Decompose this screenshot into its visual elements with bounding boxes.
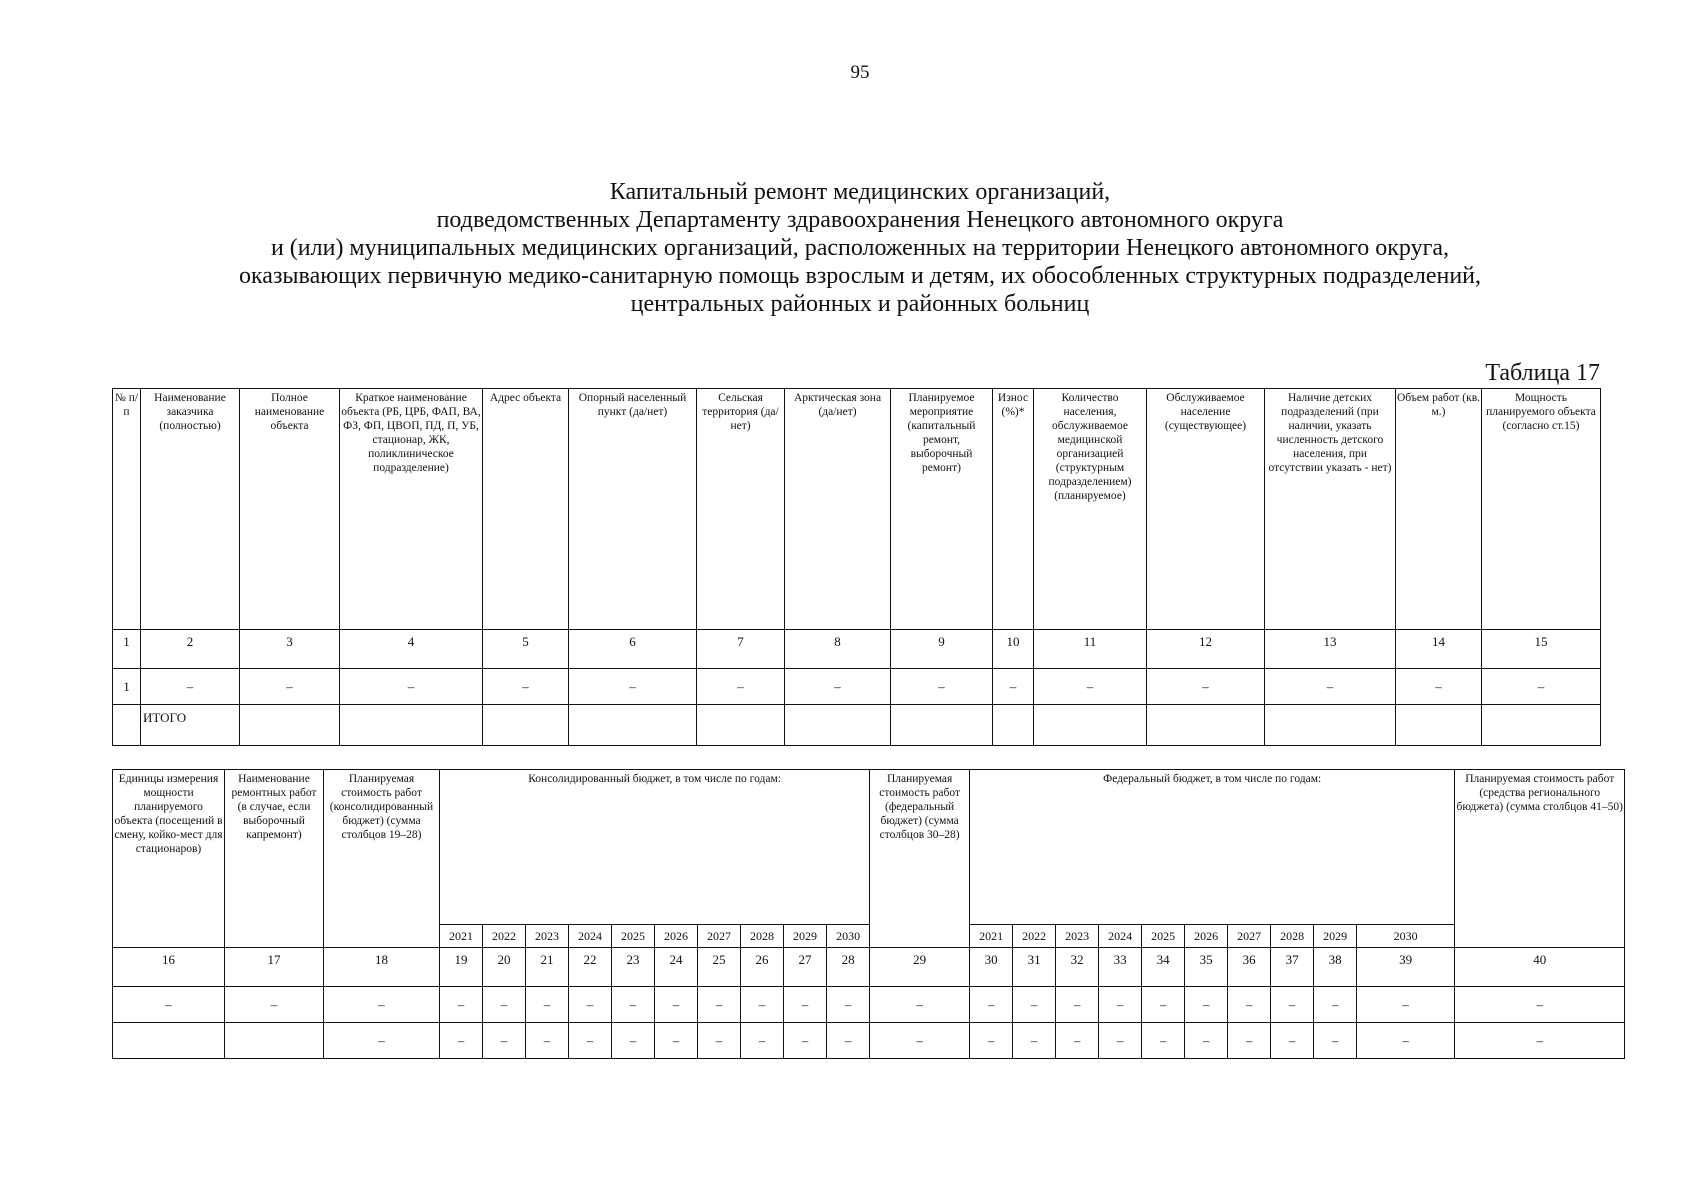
- table-cell: [891, 705, 993, 746]
- column-header: Обслуживаемое население (существующее): [1147, 389, 1265, 630]
- table-cell: [1147, 705, 1265, 746]
- table-cell: –: [1265, 669, 1396, 705]
- table-label: Таблица 17: [1485, 360, 1600, 386]
- table-cell: [340, 705, 483, 746]
- table-cell: –: [324, 987, 440, 1023]
- table-cell: –: [785, 669, 891, 705]
- table-cell: –: [1147, 669, 1265, 705]
- federal-budget-header: Федеральный бюджет, в том числе по годам:: [970, 770, 1455, 925]
- column-number: 15: [1482, 630, 1601, 669]
- title-line: центральных районных и районных больниц: [630, 291, 1090, 317]
- main-table: [112, 388, 1601, 746]
- table-cell: –: [141, 669, 240, 705]
- column-number: 8: [785, 630, 891, 669]
- table-cell: –: [697, 669, 785, 705]
- column-header: Краткое наименование объекта (РБ, ЦРБ, ФАП, ВА, ФЗ, ФП, ЦВОП, ПД, П, УБ, стационар, ЖК, поликлиническое подразделение): [340, 389, 483, 630]
- column-header: Арктическая зона (да/нет): [785, 389, 891, 630]
- table-cell: –: [483, 987, 526, 1023]
- column-number: 38: [1314, 948, 1357, 987]
- table-cell: –: [970, 1023, 1013, 1059]
- table-cell: –: [655, 1023, 698, 1059]
- column-header: Мощность планируемого объекта (согласно ст.15): [1482, 389, 1601, 630]
- col40-header: Планируемая стоимость работ (средства регионального бюджета) (сумма столбцов 41–50): [1455, 770, 1625, 948]
- column-header: Наименование заказчика (полностью): [141, 389, 240, 630]
- title-line: подведомственных Департаменту здравоохранения Ненецкого автономного округа: [436, 207, 1284, 233]
- column-number: 32: [1056, 948, 1099, 987]
- title-line: Капитальный ремонт медицинских организаций,: [609, 179, 1111, 205]
- page-number: 95: [850, 62, 870, 83]
- table-cell: –: [784, 987, 827, 1023]
- table-cell: –: [1034, 669, 1147, 705]
- year-header: 2030: [827, 925, 870, 948]
- table-cell: –: [526, 987, 569, 1023]
- column-number: 35: [1185, 948, 1228, 987]
- table-cell: –: [483, 1023, 526, 1059]
- year-header: 2029: [1314, 925, 1357, 948]
- table-cell: [1034, 705, 1147, 746]
- year-header: 2021: [970, 925, 1013, 948]
- table-cell: –: [569, 987, 612, 1023]
- table-cell: –: [1099, 1023, 1142, 1059]
- table-cell: –: [698, 1023, 741, 1059]
- column-header: Наличие детских подразделений (при наличии, указать численность детского населения, при отсутствии указать - нет): [1265, 389, 1396, 630]
- column-header: Сельская территория (да/нет): [697, 389, 785, 630]
- year-header: 2028: [1271, 925, 1314, 948]
- column-number: 7: [697, 630, 785, 669]
- table-cell: –: [1455, 1023, 1625, 1059]
- column-number: 11: [1034, 630, 1147, 669]
- table-cell: [993, 705, 1034, 746]
- table-cell: –: [1056, 987, 1099, 1023]
- column-number: 9: [891, 630, 993, 669]
- table-cell: –: [1185, 987, 1228, 1023]
- table-cell: [483, 705, 569, 746]
- table-cell: –: [891, 669, 993, 705]
- column-number: 6: [569, 630, 697, 669]
- column-number: 33: [1099, 948, 1142, 987]
- title-line: оказывающих первичную медико-санитарную помощь взрослым и детям, их обособленных структурных подразделений,: [239, 263, 1481, 289]
- column-number: 1: [113, 630, 141, 669]
- year-header: 2022: [483, 925, 526, 948]
- column-number: 21: [526, 948, 569, 987]
- table-cell: –: [1482, 669, 1601, 705]
- table-cell: [240, 705, 340, 746]
- table-cell: [785, 705, 891, 746]
- table-cell: –: [1357, 1023, 1455, 1059]
- col16-header: Единицы измерения мощности планируемого объекта (посещений в смену, койко-мест для стационаров): [113, 770, 225, 948]
- column-number: 19: [440, 948, 483, 987]
- table-cell: –: [1099, 987, 1142, 1023]
- column-header: Опорный населенный пункт (да/нет): [569, 389, 697, 630]
- table-cell: –: [784, 1023, 827, 1059]
- column-number: 14: [1396, 630, 1482, 669]
- table-cell: –: [993, 669, 1034, 705]
- table-cell: –: [1185, 1023, 1228, 1059]
- table-cell: [1265, 705, 1396, 746]
- table-cell: –: [870, 987, 970, 1023]
- year-header: 2030: [1357, 925, 1455, 948]
- table-cell: [1396, 705, 1482, 746]
- column-number: 36: [1228, 948, 1271, 987]
- budget-table: [112, 769, 1625, 1059]
- consolidated-budget-header: Консолидированный бюджет, в том числе по годам:: [440, 770, 870, 925]
- column-header: Количество населения, обслуживаемое медицинской организацией (структурным подразделением) (планируемое): [1034, 389, 1147, 630]
- column-header: Износ (%)*: [993, 389, 1034, 630]
- table-cell: –: [569, 1023, 612, 1059]
- table-cell: –: [1142, 987, 1185, 1023]
- column-number: 30: [970, 948, 1013, 987]
- year-header: 2023: [1056, 925, 1099, 948]
- column-number: 28: [827, 948, 870, 987]
- column-number: 17: [225, 948, 324, 987]
- table-cell: –: [1142, 1023, 1185, 1059]
- column-number: 3: [240, 630, 340, 669]
- table-cell: –: [440, 1023, 483, 1059]
- table-cell: 1: [113, 669, 141, 705]
- column-number: 27: [784, 948, 827, 987]
- table-cell: –: [970, 987, 1013, 1023]
- column-number: 29: [870, 948, 970, 987]
- year-header: 2028: [741, 925, 784, 948]
- table-cell: –: [1056, 1023, 1099, 1059]
- column-number: 26: [741, 948, 784, 987]
- table-cell: –: [483, 669, 569, 705]
- column-number: 4: [340, 630, 483, 669]
- table-cell: –: [569, 669, 697, 705]
- column-number: 23: [612, 948, 655, 987]
- table-cell: –: [612, 1023, 655, 1059]
- column-header: Объем работ (кв. м.): [1396, 389, 1482, 630]
- table-cell: –: [655, 987, 698, 1023]
- table-cell: –: [1228, 987, 1271, 1023]
- column-number: 34: [1142, 948, 1185, 987]
- col18-header: Планируемая стоимость работ (консолидированный бюджет) (сумма столбцов 19–28): [324, 770, 440, 948]
- table-cell: –: [698, 987, 741, 1023]
- table-cell: [569, 705, 697, 746]
- year-header: 2023: [526, 925, 569, 948]
- column-number: 18: [324, 948, 440, 987]
- table-cell: –: [1357, 987, 1455, 1023]
- table-cell: –: [870, 1023, 970, 1059]
- column-number: 20: [483, 948, 526, 987]
- year-header: 2021: [440, 925, 483, 948]
- column-number: 40: [1455, 948, 1625, 987]
- col17-header: Наименование ремонтных работ (в случае, если выборочный капремонт): [225, 770, 324, 948]
- table-cell: –: [1314, 1023, 1357, 1059]
- year-header: 2025: [612, 925, 655, 948]
- table-cell: –: [1455, 987, 1625, 1023]
- column-number: 5: [483, 630, 569, 669]
- table-cell: –: [1228, 1023, 1271, 1059]
- year-header: 2024: [569, 925, 612, 948]
- column-number: 10: [993, 630, 1034, 669]
- table-cell: [113, 1023, 225, 1059]
- column-header: № п/п: [113, 389, 141, 630]
- column-header: Полное наименование объекта: [240, 389, 340, 630]
- table-cell: –: [1271, 1023, 1314, 1059]
- column-number: 39: [1357, 948, 1455, 987]
- table-cell: –: [1013, 1023, 1056, 1059]
- column-number: 25: [698, 948, 741, 987]
- year-header: 2025: [1142, 925, 1185, 948]
- table-cell: [697, 705, 785, 746]
- table-cell: –: [612, 987, 655, 1023]
- column-number: 22: [569, 948, 612, 987]
- year-header: 2029: [784, 925, 827, 948]
- table-cell: –: [1314, 987, 1357, 1023]
- table-cell: [1482, 705, 1601, 746]
- column-number: 12: [1147, 630, 1265, 669]
- column-header: Адрес объекта: [483, 389, 569, 630]
- table-cell: –: [1013, 987, 1056, 1023]
- table-cell: [225, 1023, 324, 1059]
- table-cell: –: [225, 987, 324, 1023]
- table-cell: –: [526, 1023, 569, 1059]
- column-number: 2: [141, 630, 240, 669]
- table-cell: –: [440, 987, 483, 1023]
- year-header: 2027: [1228, 925, 1271, 948]
- column-number: 16: [113, 948, 225, 987]
- table-cell: –: [113, 987, 225, 1023]
- table-cell: –: [340, 669, 483, 705]
- document-title: [0, 178, 1698, 318]
- table-cell: [113, 705, 141, 746]
- year-header: 2022: [1013, 925, 1056, 948]
- table-cell: –: [827, 987, 870, 1023]
- year-header: 2026: [1185, 925, 1228, 948]
- year-header: 2027: [698, 925, 741, 948]
- itogo-label: ИТОГО: [141, 705, 240, 746]
- table-cell: –: [324, 1023, 440, 1059]
- table-cell: –: [741, 1023, 784, 1059]
- column-header: Планируемое мероприятие (капитальный ремонт, выборочный ремонт): [891, 389, 993, 630]
- column-number: 31: [1013, 948, 1056, 987]
- table-cell: –: [1396, 669, 1482, 705]
- table-cell: –: [741, 987, 784, 1023]
- title-line: и (или) муниципальных медицинских организаций, расположенных на территории Ненецкого автономного округа,: [270, 235, 1450, 261]
- column-number: 37: [1271, 948, 1314, 987]
- table-cell: –: [240, 669, 340, 705]
- year-header: 2026: [655, 925, 698, 948]
- col29-header: Планируемая стоимость работ (федеральный бюджет) (сумма столбцов 30–28): [870, 770, 970, 948]
- column-number: 13: [1265, 630, 1396, 669]
- table-cell: –: [827, 1023, 870, 1059]
- table-cell: –: [1271, 987, 1314, 1023]
- column-number: 24: [655, 948, 698, 987]
- year-header: 2024: [1099, 925, 1142, 948]
